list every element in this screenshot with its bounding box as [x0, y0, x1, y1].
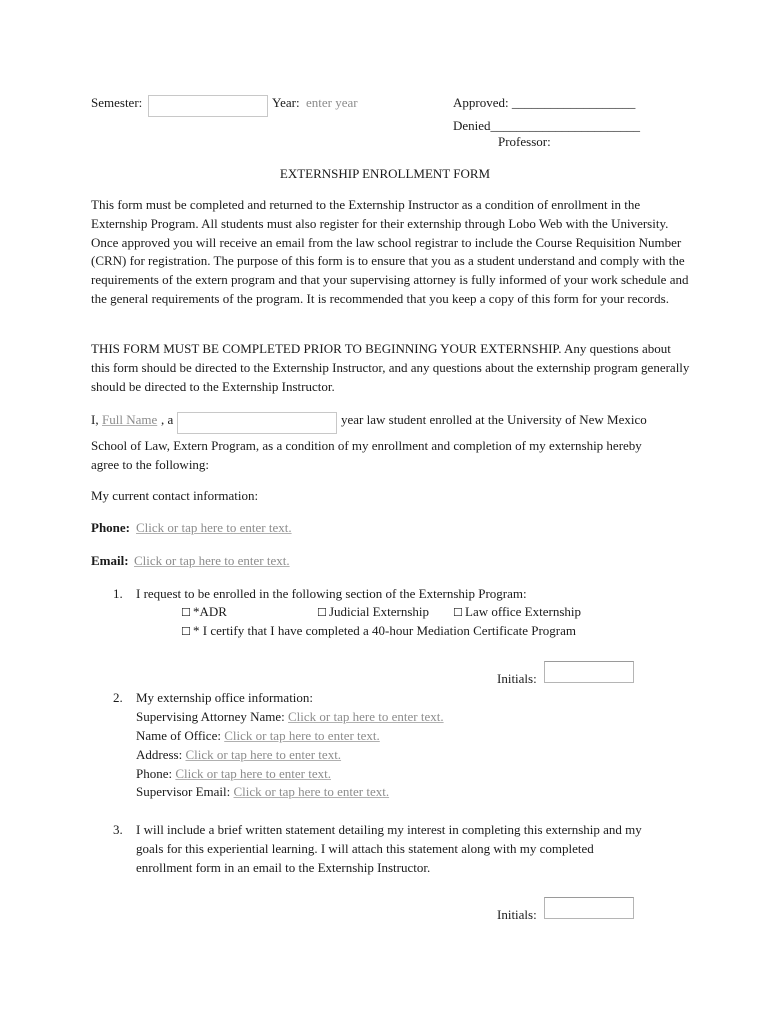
semester-input[interactable]	[148, 95, 268, 117]
office-phone-input[interactable]: Click or tap here to enter text.	[175, 766, 331, 781]
item1-initials-input[interactable]	[544, 661, 634, 683]
item1-text: I request to be enrolled in the following section of the Externship Program:	[136, 586, 527, 601]
year-input[interactable]: enter year	[306, 95, 358, 110]
form-title: EXTERNSHIP ENROLLMENT FORM	[279, 166, 491, 181]
full-name-input[interactable]: Full Name	[102, 412, 158, 427]
supervisor-email-input[interactable]: Click or tap here to enter text.	[233, 784, 390, 799]
agreement-line1-suffix: year law student enrolled at the University of New Mexico	[341, 412, 647, 427]
agreement-prefix: I,	[91, 412, 99, 427]
phone-input[interactable]: Click or tap here to enter text.	[136, 520, 292, 535]
attorney-field	[136, 709, 444, 725]
item3-line1: I will include a brief written statement detailing my interest in completing this externship and my	[136, 822, 642, 837]
adr-checkbox[interactable]: ☐	[181, 606, 191, 619]
certify-checkbox[interactable]: ☐	[181, 625, 191, 638]
email-input[interactable]: Click or tap here to enter text.	[134, 553, 290, 568]
option-judicial[interactable]	[317, 604, 429, 621]
judicial-label: Judicial Externship	[329, 604, 430, 619]
agreement-comma-a: , a	[161, 412, 174, 427]
office-input[interactable]: Click or tap here to enter text.	[224, 728, 380, 743]
item3-initials-input[interactable]	[544, 897, 634, 919]
year-label: Year:	[272, 95, 300, 110]
supervisor-email-field	[136, 784, 389, 800]
office-label: Name of Office:	[136, 728, 221, 743]
option-law-office[interactable]	[453, 604, 581, 621]
attorney-label: Supervising Attorney Name:	[136, 709, 285, 724]
agreement-line3: agree to the following:	[91, 457, 210, 472]
agreement-line2: School of Law, Extern Program, as a condition of my enrollment and completion of my externship hereby	[91, 438, 642, 453]
email-label: Email:	[91, 553, 129, 568]
professor-label: Professor:	[498, 134, 551, 149]
office-phone-field	[136, 766, 331, 782]
notice-paragraph: THIS FORM MUST BE COMPLETED PRIOR TO BEGINNING YOUR EXTERNSHIP. Any questions about this form should be directed to the Externship Instructor, and any questions about the externship program generally should be directed to the Externship Instructor.	[91, 341, 690, 394]
item3-number: 3.	[113, 822, 123, 837]
law-office-checkbox[interactable]: ☐	[453, 606, 463, 619]
intro-paragraph: This form must be completed and returned to the Externship Instructor as a condition of enrollment in the Externship Program. All students must also register for their externship through Lobo Web with the University. Once approved you will receive an email from the law school registrar to include the Course Requisition Number (CRN) for registration. The purpose of this form is to ensure that you as a student understand and comply with the requirements of the extern program and that your supervising attorney is fully informed of your work schedule and the general requirements of the program. It is recommended that you keep a copy of this form for your records.	[91, 197, 689, 306]
phone-label: Phone:	[91, 520, 130, 535]
item3-initials-label: Initials:	[497, 907, 537, 922]
semester-label: Semester:	[91, 95, 143, 110]
item2-number: 2.	[113, 690, 123, 705]
address-field	[136, 747, 341, 763]
item2-heading: My externship office information:	[136, 690, 314, 705]
certify-label: * I certify that I have completed a 40-hour Mediation Certificate Program	[193, 623, 576, 638]
approved-line: Approved: ___________________	[453, 95, 636, 110]
address-label: Address:	[136, 747, 183, 762]
judicial-checkbox[interactable]: ☐	[317, 606, 327, 619]
attorney-input[interactable]: Click or tap here to enter text.	[288, 709, 444, 724]
item1-number: 1.	[113, 586, 123, 601]
item1-initials-label: Initials:	[497, 671, 537, 686]
item3-line2: goals for this experiential learning. I will attach this statement along with my completed	[136, 841, 594, 856]
address-input[interactable]: Click or tap here to enter text.	[185, 747, 342, 762]
office-field	[136, 728, 380, 744]
adr-label: *ADR	[193, 604, 227, 619]
law-office-label: Law office Externship	[465, 604, 581, 619]
item3-line3: enrollment form in an email to the Externship Instructor.	[136, 860, 431, 875]
option-certify[interactable]	[181, 623, 576, 640]
office-phone-label: Phone:	[136, 766, 173, 781]
denied-line: Denied_______________________	[453, 118, 641, 133]
option-adr[interactable]	[181, 604, 227, 621]
year-in-school-input[interactable]	[177, 412, 337, 434]
contact-heading: My current contact information:	[91, 488, 259, 503]
supervisor-email-label: Supervisor Email:	[136, 784, 231, 799]
